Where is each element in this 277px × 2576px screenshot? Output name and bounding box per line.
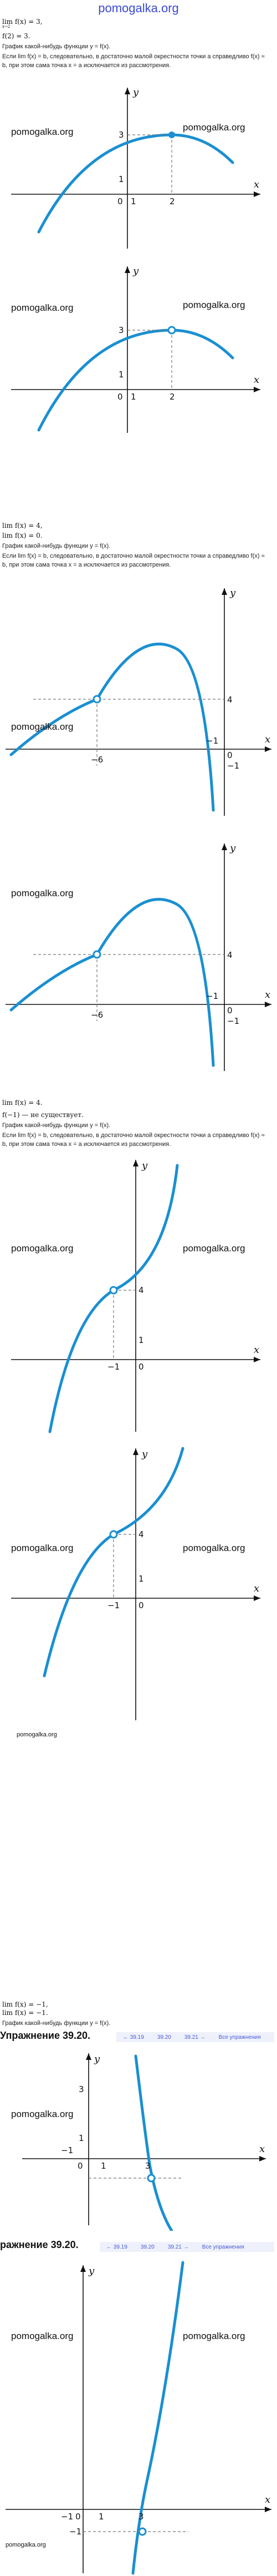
watermark: pomogalka.org xyxy=(183,1243,245,1254)
y-axis-arrow xyxy=(125,266,130,273)
watermark: pomogalka.org xyxy=(183,2331,245,2341)
x-axis-arrow xyxy=(254,1357,260,1362)
tick-label: 3 xyxy=(119,130,124,140)
limit-line-2: lim f(x) = 0. xyxy=(2,532,43,539)
nav-current: 39.20 xyxy=(157,2034,171,2040)
tick-label: 2 xyxy=(170,196,175,206)
y-axis-arrow xyxy=(133,1160,138,1166)
graph-4 xyxy=(0,832,277,1077)
function-curve xyxy=(11,900,213,1065)
y-label: y xyxy=(142,1448,148,1460)
y-axis-arrow xyxy=(133,1448,138,1455)
watermark: pomogalka.org xyxy=(183,1543,245,1553)
tick-label: 1 xyxy=(119,174,124,184)
x-label: x xyxy=(265,989,271,1001)
x-label: x xyxy=(254,1583,260,1594)
y-label: y xyxy=(230,587,236,599)
function-curve xyxy=(133,2262,183,2573)
y-axis-arrow xyxy=(86,2053,91,2060)
explanation-text: Если lim f(x) = b, следовательно, в достаточно малой окрестности точки a справедливо f(x) ≈ b, при этом сама точка x = a исключается из рассмотрения. xyxy=(2,1132,265,1148)
y-label: y xyxy=(133,87,139,98)
watermark: pomogalka.org xyxy=(183,300,245,310)
tick-label: 4 xyxy=(138,1285,144,1295)
task-text: График какой-нибудь функции y = f(x). xyxy=(2,1122,111,1129)
limit-line: lim f(x) = −1, xyxy=(2,2001,48,2008)
nav-next-link[interactable]: 39.21 → xyxy=(184,2034,206,2040)
watermark: pomogalka.org xyxy=(11,2331,74,2341)
hole-marker xyxy=(168,327,175,334)
x-label: x xyxy=(254,374,260,386)
tick-label: 1 xyxy=(138,1335,144,1345)
site-logo[interactable]: pomogalka.org xyxy=(98,1,179,15)
y-axis-arrow xyxy=(222,843,227,850)
tick-label: 2 xyxy=(170,392,175,402)
watermark: pomogalka.org xyxy=(11,127,74,137)
graph-1 xyxy=(0,82,277,260)
y-axis-arrow xyxy=(222,588,227,595)
y-label: y xyxy=(89,2265,95,2277)
x-axis-arrow xyxy=(259,2156,266,2161)
x-label: x xyxy=(265,734,271,745)
watermark: pomogalka.org xyxy=(11,1543,74,1553)
x-axis-arrow xyxy=(254,387,260,392)
graph-3 xyxy=(0,577,277,821)
limit-line-2: lim f(x) = −1. xyxy=(2,2009,48,2017)
graph-8 xyxy=(0,2254,277,2576)
graph-7 xyxy=(0,2048,277,2231)
tick-label: −1 xyxy=(206,991,219,1001)
tick-label: −6 xyxy=(91,1010,104,1020)
watermark: pomogalka.org xyxy=(183,122,245,133)
function-line: f(−1) — не существует. xyxy=(2,1111,84,1119)
hole-marker xyxy=(94,696,100,703)
y-axis-arrow xyxy=(80,2265,86,2272)
y-label: y xyxy=(230,842,236,854)
tick-label: 0 xyxy=(117,392,123,402)
x-axis-arrow xyxy=(254,191,260,197)
tick-label: 3 xyxy=(145,2161,151,2171)
tick-label: 0 xyxy=(227,750,233,760)
tick-label: 0 xyxy=(227,1006,233,1016)
graph-2 xyxy=(0,261,277,438)
y-axis-arrow xyxy=(125,88,130,94)
task-text: График какой-нибудь функции y = f(x). xyxy=(2,43,111,50)
point-marker xyxy=(168,132,175,138)
tick-label: 4 xyxy=(227,950,233,960)
x-label: x xyxy=(265,2494,271,2506)
function-curve xyxy=(50,1165,177,1432)
tick-label: −1 xyxy=(107,1362,120,1372)
x-axis-arrow xyxy=(265,1002,271,1007)
x-label: x xyxy=(254,1344,260,1356)
tick-label: 1 xyxy=(131,392,136,402)
x-axis-arrow xyxy=(265,2507,271,2512)
tick-label: 0 xyxy=(78,2161,83,2171)
tick-label: 0 xyxy=(138,1362,144,1372)
x-label: x xyxy=(259,2143,265,2155)
nav-all-link[interactable]: Все упражнения xyxy=(202,2244,244,2250)
hole-marker xyxy=(94,951,100,958)
tick-label: −6 xyxy=(91,755,104,765)
tick-label: −1 xyxy=(227,761,240,771)
y-label: y xyxy=(94,2053,100,2065)
tick-label: −1 xyxy=(69,2527,82,2537)
y-label: y xyxy=(142,1160,148,1171)
tick-label: 3 xyxy=(138,2512,144,2522)
tick-label: 3 xyxy=(119,325,124,335)
graph-6 xyxy=(0,1443,277,1726)
hole-marker xyxy=(110,1531,117,1538)
limit-sub: x→2 xyxy=(2,24,11,29)
tick-label: −1 xyxy=(107,1600,120,1610)
watermark: pomogalka.org xyxy=(11,2109,74,2119)
tick-label: 1 xyxy=(79,2133,84,2143)
x-axis-arrow xyxy=(265,746,271,752)
watermark: pomogalka.org xyxy=(11,888,74,898)
hole-marker xyxy=(148,2175,155,2181)
tick-label: 3 xyxy=(79,2084,84,2094)
x-axis-arrow xyxy=(254,1595,260,1601)
watermark: pomogalka.org xyxy=(11,302,74,313)
explanation-text: Если lim f(x) = b, следовательно, в достаточно малой окрестности точки a справедливо f(x) ≈ b, при этом сама точка x = a исключается из рассмотрения. xyxy=(2,53,265,69)
tick-label: −1 xyxy=(206,736,219,746)
watermark: pomogalka.org xyxy=(11,1243,74,1254)
tick-label: 1 xyxy=(99,2512,104,2522)
hole-marker xyxy=(139,2528,146,2535)
tick-label: 1 xyxy=(119,370,124,380)
function-value: f(2) = 3. xyxy=(2,32,30,40)
exercise-title-repeat: ражнение 39.20. xyxy=(0,2239,79,2250)
exercise-nav xyxy=(116,2032,274,2042)
nav-prev-link[interactable]: ← 39.19 xyxy=(123,2034,144,2040)
tick-label: 1 xyxy=(138,1574,144,1584)
tick-label: 4 xyxy=(138,1529,144,1539)
exercise-title: Упражнение 39.20. xyxy=(0,2030,91,2041)
tick-label: −1 xyxy=(61,2512,74,2522)
task-text: График какой-нибудь функции y = f(x). xyxy=(2,2020,111,2027)
tick-label: 1 xyxy=(131,196,136,206)
tick-label: 0 xyxy=(138,1600,144,1610)
limit-line: lim f(x) = 4, xyxy=(2,522,43,529)
function-curve xyxy=(39,135,233,232)
tick-label: −1 xyxy=(61,2145,74,2155)
tick-label: 0 xyxy=(75,2512,81,2522)
watermark-small: pomogalka.org xyxy=(17,1731,57,1738)
y-label: y xyxy=(133,265,139,277)
graph-5 xyxy=(0,1154,277,1437)
task-text: График какой-нибудь функции y = f(x). xyxy=(2,543,111,549)
tick-label: 0 xyxy=(117,196,123,206)
function-curve xyxy=(39,330,233,430)
exercise-nav-repeat xyxy=(100,2242,274,2252)
tick-label: 1 xyxy=(101,2161,106,2171)
function-curve xyxy=(136,2056,172,2231)
explanation-text: Если lim f(x) = b, следовательно, в достаточно малой окрестности точки a справедливо f(x) ≈ b, при этом сама точка x = a исключается из рассмотрения. xyxy=(2,553,265,568)
tick-label: −1 xyxy=(227,1016,240,1026)
limit-line: lim f(x) = 4. xyxy=(2,1099,43,1107)
x-label: x xyxy=(254,179,260,190)
watermark: pomogalka.org xyxy=(11,721,74,732)
hole-marker xyxy=(110,1287,117,1294)
limit-line: lim f(x) = 3, xyxy=(2,18,43,26)
nav-current: 39.20 xyxy=(140,2244,155,2250)
tick-label: 4 xyxy=(227,695,233,705)
watermark-small: pomogalka.org xyxy=(6,2542,46,2548)
nav-all-link[interactable]: Все упражнения xyxy=(218,2034,261,2040)
nav-prev-link[interactable]: ← 39.19 xyxy=(106,2244,127,2250)
nav-next-link[interactable]: 39.21 → xyxy=(167,2244,189,2250)
